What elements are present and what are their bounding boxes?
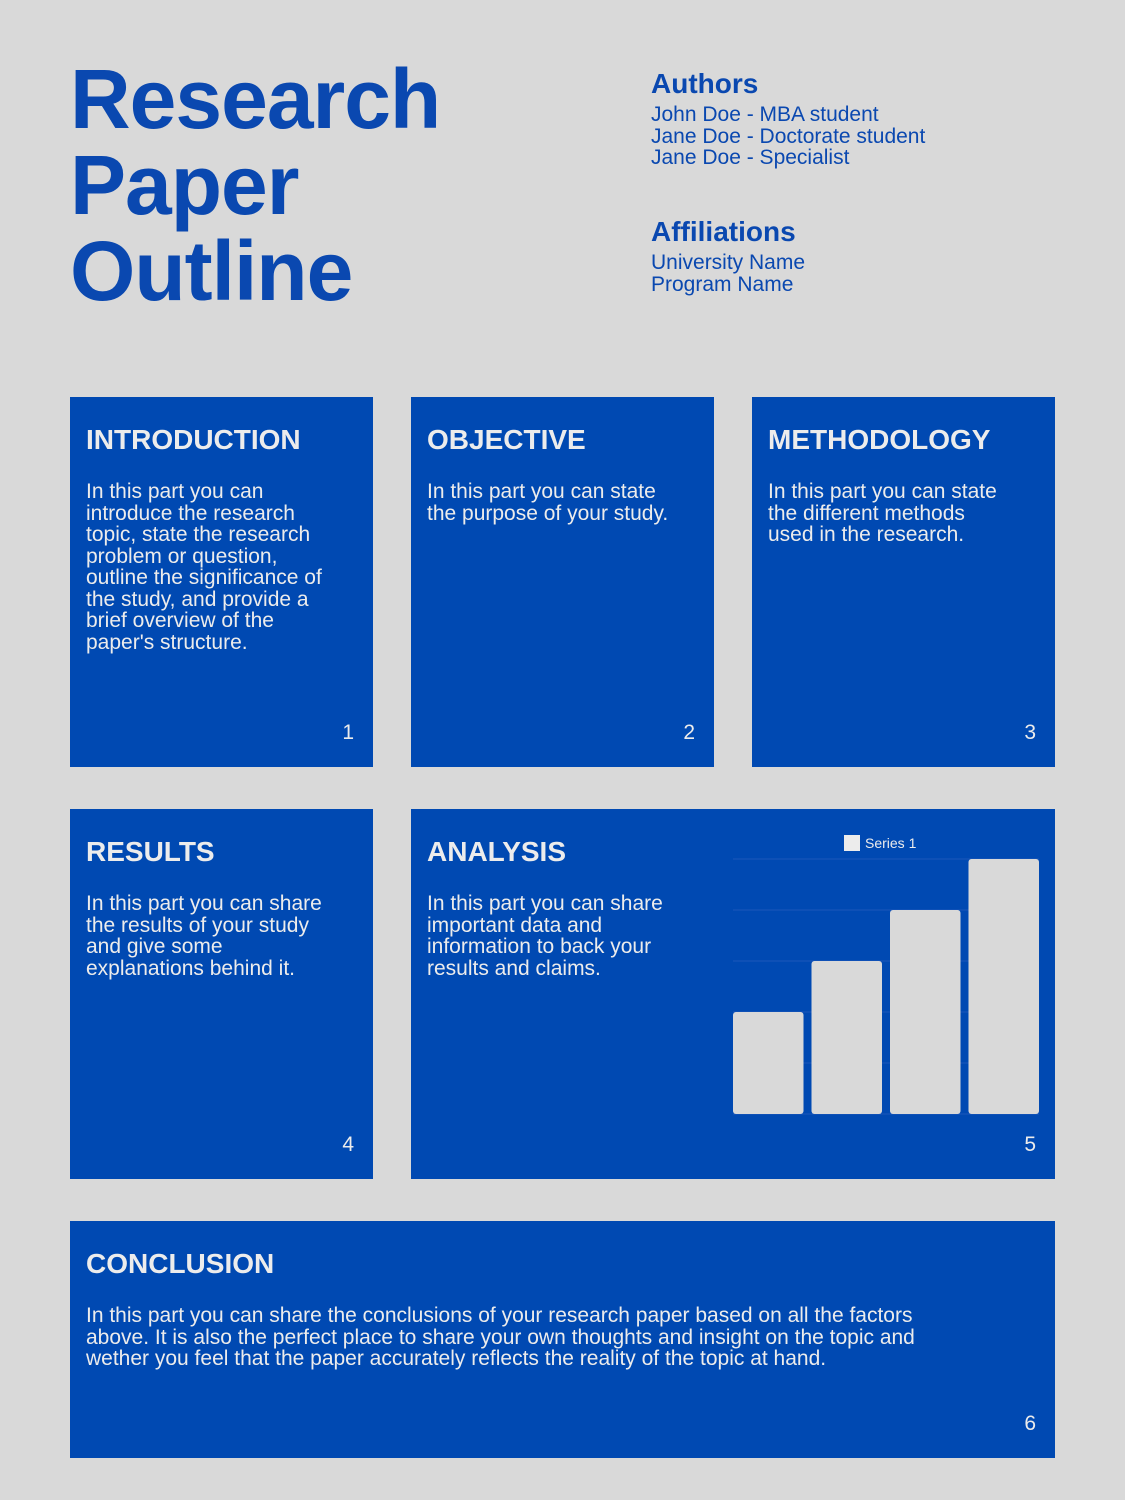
chart-legend-label: Series 1 [865, 835, 917, 851]
affiliation-line: Program Name [651, 272, 794, 296]
authors-block [651, 68, 925, 169]
section-card-conclusion [70, 1221, 1055, 1458]
section-heading: METHODOLOGY [768, 424, 991, 455]
author-line: Jane Doe - Specialist [651, 146, 850, 169]
section-number: 1 [342, 721, 354, 744]
chart-bar [812, 961, 883, 1114]
title-line: Paper [70, 138, 299, 232]
affiliations-block [651, 216, 805, 295]
section-number: 6 [1024, 1412, 1036, 1435]
authors-heading: Authors [651, 68, 759, 99]
section-body: In this part you can share the conclusions of your research paper based on all the factors above. It is also the perfect place to share your own thoughts and insight on the topic and wether you feel that the paper accurately reflects the reality of the topic at hand. [86, 1304, 915, 1370]
chart-bar [890, 910, 961, 1114]
section-heading: OBJECTIVE [427, 424, 586, 455]
section-number: 3 [1024, 721, 1036, 744]
section-card-introduction [70, 397, 373, 767]
section-heading: CONCLUSION [86, 1248, 275, 1279]
chart-legend-swatch [844, 835, 860, 851]
analysis-bar-chart [729, 829, 1043, 1119]
affiliation-line: University Name [651, 251, 806, 274]
section-number: 4 [342, 1133, 354, 1156]
chart-bar [733, 1012, 804, 1114]
page-title [70, 52, 441, 318]
chart-bar [969, 859, 1040, 1114]
affiliations-heading: Affiliations [651, 216, 796, 247]
author-line: John Doe - MBA student [651, 103, 879, 126]
section-body: In this part you can state the different methods used in the research. [768, 480, 997, 546]
section-heading: RESULTS [86, 836, 215, 867]
section-body: In this part you can state the purpose of your study. [427, 480, 669, 525]
section-heading: ANALYSIS [427, 836, 567, 867]
section-body: In this part you can introduce the research topic, state the research problem or question, outline the significance of the study, and provide a brief overview of the paper's structure. [86, 480, 322, 654]
section-card-analysis [411, 809, 1055, 1179]
section-card-results [70, 809, 373, 1179]
section-card-objective [411, 397, 714, 767]
section-body: In this part you can share the results of your study and give some explanations behind it. [86, 892, 322, 980]
section-number: 5 [1024, 1133, 1036, 1156]
title-line: Research [70, 52, 441, 146]
section-number: 2 [683, 721, 695, 744]
section-body: In this part you can share important data and information to back your results and claims. [427, 892, 663, 980]
section-heading: INTRODUCTION [86, 424, 301, 455]
title-line: Outline [70, 224, 353, 318]
author-line: Jane Doe - Doctorate student [651, 124, 926, 148]
section-card-methodology [752, 397, 1055, 767]
